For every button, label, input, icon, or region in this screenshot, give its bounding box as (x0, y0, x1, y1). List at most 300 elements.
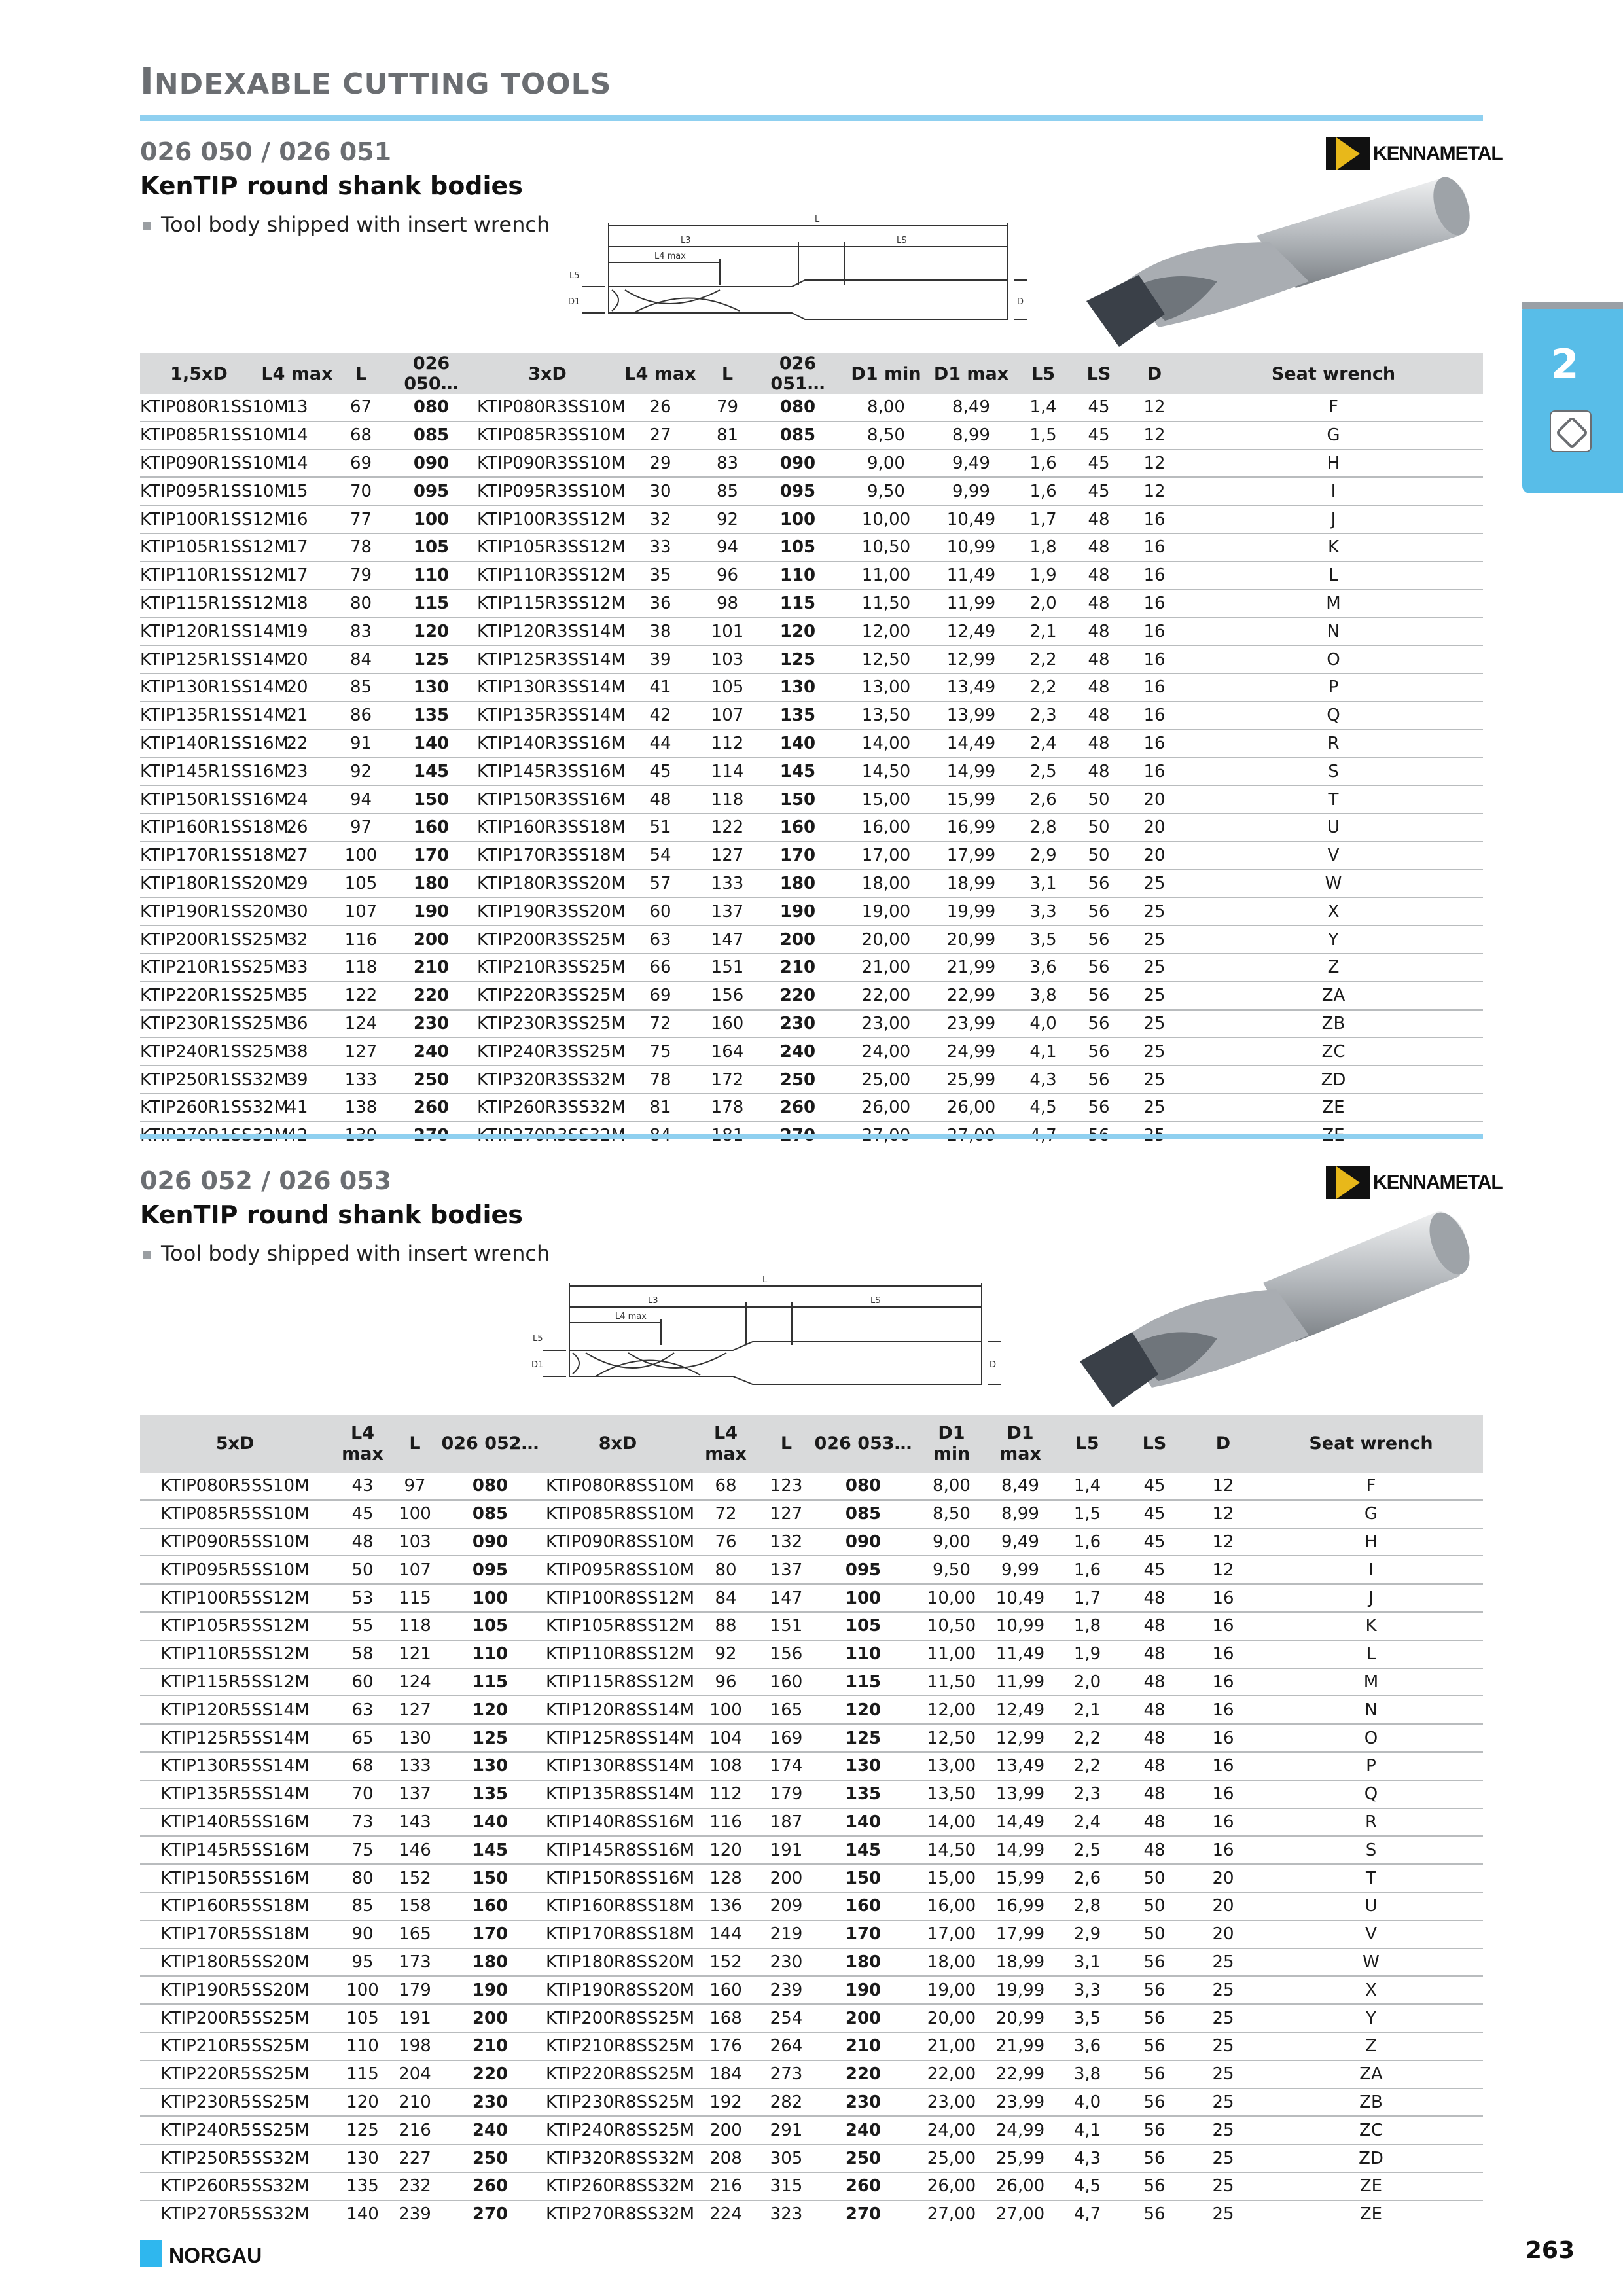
table-cell: KTIP090R5SS10M (140, 1528, 330, 1556)
table-cell: 16 (1125, 757, 1184, 785)
table-cell: 70 (330, 1780, 395, 1808)
table-cell: 24,99 (929, 1037, 1014, 1066)
table-cell: 48 (1073, 702, 1125, 730)
table-cell: 133 (336, 1066, 385, 1094)
table-cell: 72 (690, 1500, 762, 1528)
section2-title: KenTIP round shank bodies (140, 1200, 523, 1229)
table-cell: 090 (811, 1528, 916, 1556)
table-cell: 190 (435, 1976, 546, 2004)
table-cell: 56 (1122, 1976, 1187, 2004)
table-cell: F (1184, 394, 1483, 422)
section1-table (140, 353, 1483, 1149)
table-row (140, 2089, 1483, 2117)
table-cell: 130 (330, 2144, 395, 2172)
section1-table-header (140, 353, 1483, 394)
column-header: 3xD (477, 353, 618, 394)
table-cell: 210 (435, 2032, 546, 2060)
table-cell: 145 (435, 1836, 546, 1864)
table-row (140, 982, 1483, 1010)
table-cell: N (1259, 1696, 1483, 1724)
table-cell: KTIP180R3SS20M (477, 870, 618, 898)
table-cell: 208 (690, 2144, 762, 2172)
table-cell: 200 (762, 1864, 811, 1892)
table-cell: 173 (395, 1948, 435, 1977)
column-header: 1,5xD (140, 353, 258, 394)
table-cell: 112 (703, 730, 752, 758)
table-cell: 16,99 (929, 814, 1014, 842)
table-cell: 35 (618, 562, 703, 590)
table-cell: 20 (258, 673, 336, 702)
table-cell: KTIP120R3SS14M (477, 617, 618, 645)
table-cell: 107 (336, 897, 385, 925)
column-header: Seat wrench (1184, 353, 1483, 394)
table-cell: 78 (618, 1066, 703, 1094)
table-row (140, 897, 1483, 925)
table-cell: 16 (1125, 505, 1184, 533)
table-cell: 190 (752, 897, 844, 925)
dim-L4max: L4 max (654, 251, 686, 261)
table-cell: 9,00 (916, 1528, 988, 1556)
table-cell: 230 (385, 1010, 477, 1038)
section1-technical-drawing (563, 213, 1034, 337)
table-cell: 15,99 (988, 1864, 1053, 1892)
chapter-tab[interactable] (1522, 302, 1623, 493)
table-cell: 200 (690, 2116, 762, 2144)
table-cell: 48 (618, 785, 703, 814)
table-cell: 250 (752, 1066, 844, 1094)
table-cell: KTIP240R5SS25M (140, 2116, 330, 2144)
dim-D: D (1017, 297, 1024, 307)
table-cell: KTIP095R8SS10M (546, 1556, 690, 1584)
table-cell: 85 (703, 477, 752, 505)
column-header: D (1187, 1415, 1259, 1473)
table-cell: 32 (618, 505, 703, 533)
table-cell: 4,5 (1053, 2172, 1122, 2200)
table-row (140, 394, 1483, 422)
table-cell: 220 (435, 2060, 546, 2089)
table-cell: KTIP100R3SS12M (477, 505, 618, 533)
table-cell: 12,00 (916, 1696, 988, 1724)
table-cell: 230 (762, 1948, 811, 1977)
table-cell: 25 (1187, 1948, 1259, 1977)
table-cell: 50 (330, 1556, 395, 1584)
table-cell: 36 (618, 590, 703, 618)
table-cell: 27 (618, 422, 703, 450)
table-cell: 090 (752, 450, 844, 478)
table-cell: 180 (385, 870, 477, 898)
table-cell: 56 (1073, 897, 1125, 925)
table-cell: 20,99 (929, 925, 1014, 954)
table-cell: 56 (1073, 1037, 1125, 1066)
chapter-tab-rule (1522, 302, 1623, 309)
table-cell: 120 (385, 617, 477, 645)
table-cell: 86 (336, 702, 385, 730)
table-cell: ZC (1184, 1037, 1483, 1066)
table-cell: 30 (258, 897, 336, 925)
table-cell: KTIP150R5SS16M (140, 1864, 330, 1892)
table-cell: 3,1 (1053, 1948, 1122, 1977)
column-header: 8xD (546, 1415, 690, 1473)
table-cell: 25 (1187, 2116, 1259, 2144)
table-row (140, 2060, 1483, 2089)
page-header-title: INDEXABLE CUTTING TOOLS (140, 60, 612, 103)
table-cell: 200 (811, 2004, 916, 2032)
table-row (140, 2004, 1483, 2032)
table-cell: 1,8 (1014, 533, 1073, 562)
table-cell: KTIP110R1SS12M (140, 562, 258, 590)
table-cell: 135 (811, 1780, 916, 1808)
table-row (140, 450, 1483, 478)
table-cell: ZA (1259, 2060, 1483, 2089)
table-cell: ZE (1359, 2204, 1383, 2225)
table-cell: 105 (330, 2004, 395, 2032)
dim-L: L (815, 215, 820, 224)
table-cell: 11,00 (916, 1640, 988, 1668)
table-cell: 273 (762, 2060, 811, 2089)
table-cell: 132 (762, 1528, 811, 1556)
table-cell: KTIP090R8SS10M (546, 1528, 690, 1556)
table-cell: 180 (811, 1948, 916, 1977)
table-cell: 23,99 (988, 2089, 1053, 2117)
table-row (140, 1473, 1483, 1500)
table-cell: 83 (703, 450, 752, 478)
table-cell: KTIP125R8SS14M (546, 1724, 690, 1752)
table-cell: 65 (330, 1724, 395, 1752)
table-cell: 50 (1122, 1864, 1187, 1892)
table-row (140, 533, 1483, 562)
table-cell: 120 (330, 2089, 395, 2117)
table-cell: 240 (385, 1037, 477, 1066)
table-row (140, 2116, 1483, 2144)
table-cell: W (1259, 1948, 1483, 1977)
table-cell: 220 (752, 982, 844, 1010)
table-cell: 21,00 (844, 954, 929, 982)
table-cell: Z (1184, 954, 1483, 982)
table-row (140, 730, 1483, 758)
table-row (140, 785, 1483, 814)
table-cell: 9,00 (844, 450, 929, 478)
table-cell: 187 (762, 1808, 811, 1837)
table-cell: 1,7 (1053, 1584, 1122, 1612)
table-cell: F (1259, 1473, 1483, 1500)
table-cell: KTIP135R3SS14M (477, 702, 618, 730)
table-cell: 170 (811, 1920, 916, 1948)
table-cell: KTIP085R8SS10M (546, 1500, 690, 1528)
table-cell: 105 (385, 533, 477, 562)
table-cell: KTIP095R5SS10M (140, 1556, 330, 1584)
table-row (140, 1976, 1483, 2004)
table-cell: 122 (336, 982, 385, 1010)
table-cell: 144 (690, 1920, 762, 1948)
table-cell: 16 (1187, 1668, 1259, 1696)
table-cell: 9,50 (916, 1556, 988, 1584)
section2-code: 026 052 / 026 053 (140, 1166, 392, 1195)
table-cell: 9,49 (988, 1528, 1053, 1556)
table-cell: KTIP320R8SS32M (546, 2144, 690, 2172)
dim-L5: L5 (569, 271, 580, 281)
table-row (140, 477, 1483, 505)
dim-LS: LS (897, 236, 907, 245)
table-cell: 18,00 (844, 870, 929, 898)
table-cell: 12,00 (844, 617, 929, 645)
table-cell: 13,50 (844, 702, 929, 730)
table-cell: 1,9 (1014, 562, 1073, 590)
table-cell: 136 (690, 1892, 762, 1920)
table-cell: KTIP180R8SS20M (546, 1948, 690, 1977)
table-cell: KTIP200R3SS25M (477, 925, 618, 954)
table-cell: 170 (435, 1920, 546, 1948)
table-cell: 12 (1187, 1473, 1259, 1500)
table-cell: 35 (258, 982, 336, 1010)
table-cell: 92 (703, 505, 752, 533)
table-cell: 1,6 (1014, 450, 1073, 478)
table-cell: 3,3 (1014, 897, 1073, 925)
table-row (140, 2032, 1483, 2060)
table-cell: 56 (1143, 2204, 1166, 2225)
table-cell: KTIP085R5SS10M (140, 1500, 330, 1528)
bullet-icon (143, 1251, 151, 1259)
table-cell: ZA (1184, 982, 1483, 1010)
table-cell: KTIP260R5SS32M (140, 2172, 330, 2200)
table-row (140, 1696, 1483, 1724)
table-cell: KTIP130R3SS14M (477, 673, 618, 702)
table-cell: 68 (330, 1752, 395, 1780)
table-row (140, 1094, 1483, 1122)
column-header: 026 052… (435, 1415, 546, 1473)
table-cell: K (1184, 533, 1483, 562)
table-cell: 10,99 (929, 533, 1014, 562)
table-cell: 54 (618, 842, 703, 870)
table-row (140, 1948, 1483, 1977)
table-cell: 96 (690, 1668, 762, 1696)
footer-brand: NORGAU (169, 2244, 262, 2267)
table-cell: 080 (385, 394, 477, 422)
table-cell: 48 (1122, 1752, 1187, 1780)
table-cell: 14,00 (844, 730, 929, 758)
table-cell: KTIP170R8SS18M (546, 1920, 690, 1948)
dim-LS: LS (870, 1296, 881, 1306)
table-cell: 11,49 (988, 1640, 1053, 1668)
table-cell: KTIP115R3SS12M (477, 590, 618, 618)
table-cell: 130 (435, 1752, 546, 1780)
table-cell: 125 (435, 1724, 546, 1752)
table-cell: 50 (1073, 785, 1125, 814)
table-cell: ZE (1259, 2172, 1483, 2200)
table-cell: 13,49 (929, 673, 1014, 702)
table-cell: 160 (690, 1976, 762, 2004)
table-cell: 2,1 (1053, 1696, 1122, 1724)
table-cell: KTIP180R1SS20M (140, 870, 258, 898)
table-cell: 56 (1073, 982, 1125, 1010)
table-cell: 56 (1073, 925, 1125, 954)
table-cell: 085 (435, 1500, 546, 1528)
table-cell: 81 (618, 1094, 703, 1122)
table-cell: 16 (1187, 1808, 1259, 1837)
table-cell: 190 (385, 897, 477, 925)
table-cell: J (1184, 505, 1483, 533)
table-cell: N (1184, 617, 1483, 645)
table-cell: 13,50 (916, 1780, 988, 1808)
table-cell: KTIP210R1SS25M (140, 954, 258, 982)
table-cell: KTIP230R3SS25M (477, 1010, 618, 1038)
table-row (140, 1584, 1483, 1612)
table-row (140, 2200, 1483, 2228)
table-cell: 32 (258, 925, 336, 954)
table-row (140, 590, 1483, 618)
column-header: 026 051… (752, 353, 844, 394)
table-row (140, 2172, 1483, 2200)
table-cell: KTIP170R5SS18M (140, 1920, 330, 1948)
table-cell: KTIP080R5SS10M (140, 1473, 330, 1500)
table-cell: 1,7 (1014, 505, 1073, 533)
table-cell: 3,6 (1053, 2032, 1122, 2060)
table-row (140, 1010, 1483, 1038)
table-cell: H (1184, 450, 1483, 478)
table-cell: KTIP105R5SS12M (140, 1612, 330, 1640)
table-cell: 27,00 (995, 2204, 1045, 2225)
kennametal-logo-icon (1326, 1166, 1370, 1199)
table-cell: 2,2 (1014, 645, 1073, 673)
table-cell: 12,99 (929, 645, 1014, 673)
table-cell: 165 (395, 1920, 435, 1948)
table-cell: KTIP190R8SS20M (546, 1976, 690, 2004)
table-cell: 18,99 (988, 1948, 1053, 1977)
table-cell: 2,8 (1014, 814, 1073, 842)
table-cell: 97 (395, 1473, 435, 1500)
section2-table (140, 1415, 1483, 2228)
table-cell: KTIP210R3SS25M (477, 954, 618, 982)
table-cell: M (1184, 590, 1483, 618)
table-cell: T (1259, 1864, 1483, 1892)
column-header: L4 max (258, 353, 336, 394)
table-cell: 20 (258, 645, 336, 673)
table-cell: 26,00 (916, 2172, 988, 2200)
table-cell: KTIP220R8SS25M (546, 2060, 690, 2089)
table-cell: 77 (336, 505, 385, 533)
table-cell: 2,0 (1053, 1668, 1122, 1696)
table-cell: 25 (1125, 954, 1184, 982)
table-cell: 45 (1073, 477, 1125, 505)
table-cell: 216 (395, 2116, 435, 2144)
table-cell: KTIP160R8SS18M (546, 1892, 690, 1920)
table-cell: 16 (1125, 617, 1184, 645)
table-cell: 12 (1187, 1528, 1259, 1556)
table-cell: Q (1259, 1780, 1483, 1808)
table-cell: 1,6 (1014, 477, 1073, 505)
table-cell: 191 (395, 2004, 435, 2032)
table-cell: 103 (395, 1528, 435, 1556)
table-cell: KTIP270R8SS32M (546, 2204, 695, 2225)
table-cell: 15,00 (844, 785, 929, 814)
table-cell: 48 (1122, 1696, 1187, 1724)
table-cell: 179 (762, 1780, 811, 1808)
table-cell: 50 (1122, 1892, 1187, 1920)
table-cell: 97 (336, 814, 385, 842)
table-cell: KTIP160R5SS18M (140, 1892, 330, 1920)
table-cell: 17 (258, 562, 336, 590)
table-cell: KTIP260R1SS32M (140, 1094, 258, 1122)
column-header: D1 min (844, 353, 929, 394)
table-cell: 22,00 (844, 982, 929, 1010)
table-cell: 1,9 (1053, 1640, 1122, 1668)
table-cell: 130 (811, 1752, 916, 1780)
table-cell: KTIP125R1SS14M (140, 645, 258, 673)
table-row (140, 645, 1483, 673)
table-cell: 15,99 (929, 785, 1014, 814)
table-cell: 210 (811, 2032, 916, 2060)
table-cell: 70 (336, 477, 385, 505)
table-cell: 96 (703, 562, 752, 590)
table-cell: 137 (762, 1556, 811, 1584)
table-cell: 150 (435, 1864, 546, 1892)
dim-L5: L5 (533, 1334, 543, 1344)
table-cell: 10,50 (844, 533, 929, 562)
table-cell: 2,2 (1053, 1724, 1122, 1752)
table-cell: 33 (618, 533, 703, 562)
table-cell: KTIP140R8SS16M (546, 1808, 690, 1837)
table-row (140, 562, 1483, 590)
column-header: 5xD (140, 1415, 330, 1473)
table-cell: 1,5 (1014, 422, 1073, 450)
table-cell: 16 (1125, 590, 1184, 618)
table-cell: 3,6 (1014, 954, 1073, 982)
table-cell: 250 (811, 2144, 916, 2172)
table-cell: 72 (618, 1010, 703, 1038)
table-cell: 88 (690, 1612, 762, 1640)
table-cell: 115 (385, 590, 477, 618)
table-cell: 25 (1187, 2004, 1259, 2032)
table-cell: 085 (752, 422, 844, 450)
table-cell: 25,00 (844, 1066, 929, 1094)
table-cell: 48 (1073, 590, 1125, 618)
column-header: L (336, 353, 385, 394)
section1-note: Tool body shipped with insert wrench (143, 212, 550, 237)
table-cell: 2,9 (1014, 842, 1073, 870)
table-cell: 79 (336, 562, 385, 590)
table-cell: 143 (395, 1808, 435, 1837)
bullet-icon (143, 222, 151, 230)
table-row (140, 673, 1483, 702)
table-cell: 12,50 (844, 645, 929, 673)
table-cell: 48 (1122, 1640, 1187, 1668)
table-cell: 10,99 (988, 1612, 1053, 1640)
table-cell: 270 (472, 2204, 508, 2225)
table-cell: 160 (752, 814, 844, 842)
table-cell: 51 (618, 814, 703, 842)
table-cell: 48 (1122, 1836, 1187, 1864)
table-cell: 137 (395, 1780, 435, 1808)
table-cell: 44 (618, 730, 703, 758)
table-cell: 10,49 (988, 1584, 1053, 1612)
table-cell: 100 (811, 1584, 916, 1612)
table-cell: 25 (1187, 1976, 1259, 2004)
table-cell: U (1259, 1892, 1483, 1920)
table-cell: KTIP170R1SS18M (140, 842, 258, 870)
table-cell: 29 (618, 450, 703, 478)
table-cell: KTIP095R3SS10M (477, 477, 618, 505)
table-cell: 48 (1073, 533, 1125, 562)
table-cell: 19,99 (929, 897, 1014, 925)
table-cell: 38 (618, 617, 703, 645)
table-cell: 9,99 (988, 1556, 1053, 1584)
table-cell: 48 (1073, 757, 1125, 785)
section2-tool-photo (1047, 1198, 1479, 1420)
table-cell: 120 (752, 617, 844, 645)
table-cell: 57 (618, 870, 703, 898)
table-cell: 100 (330, 1976, 395, 2004)
table-cell: 080 (752, 394, 844, 422)
table-cell: 50 (1073, 814, 1125, 842)
